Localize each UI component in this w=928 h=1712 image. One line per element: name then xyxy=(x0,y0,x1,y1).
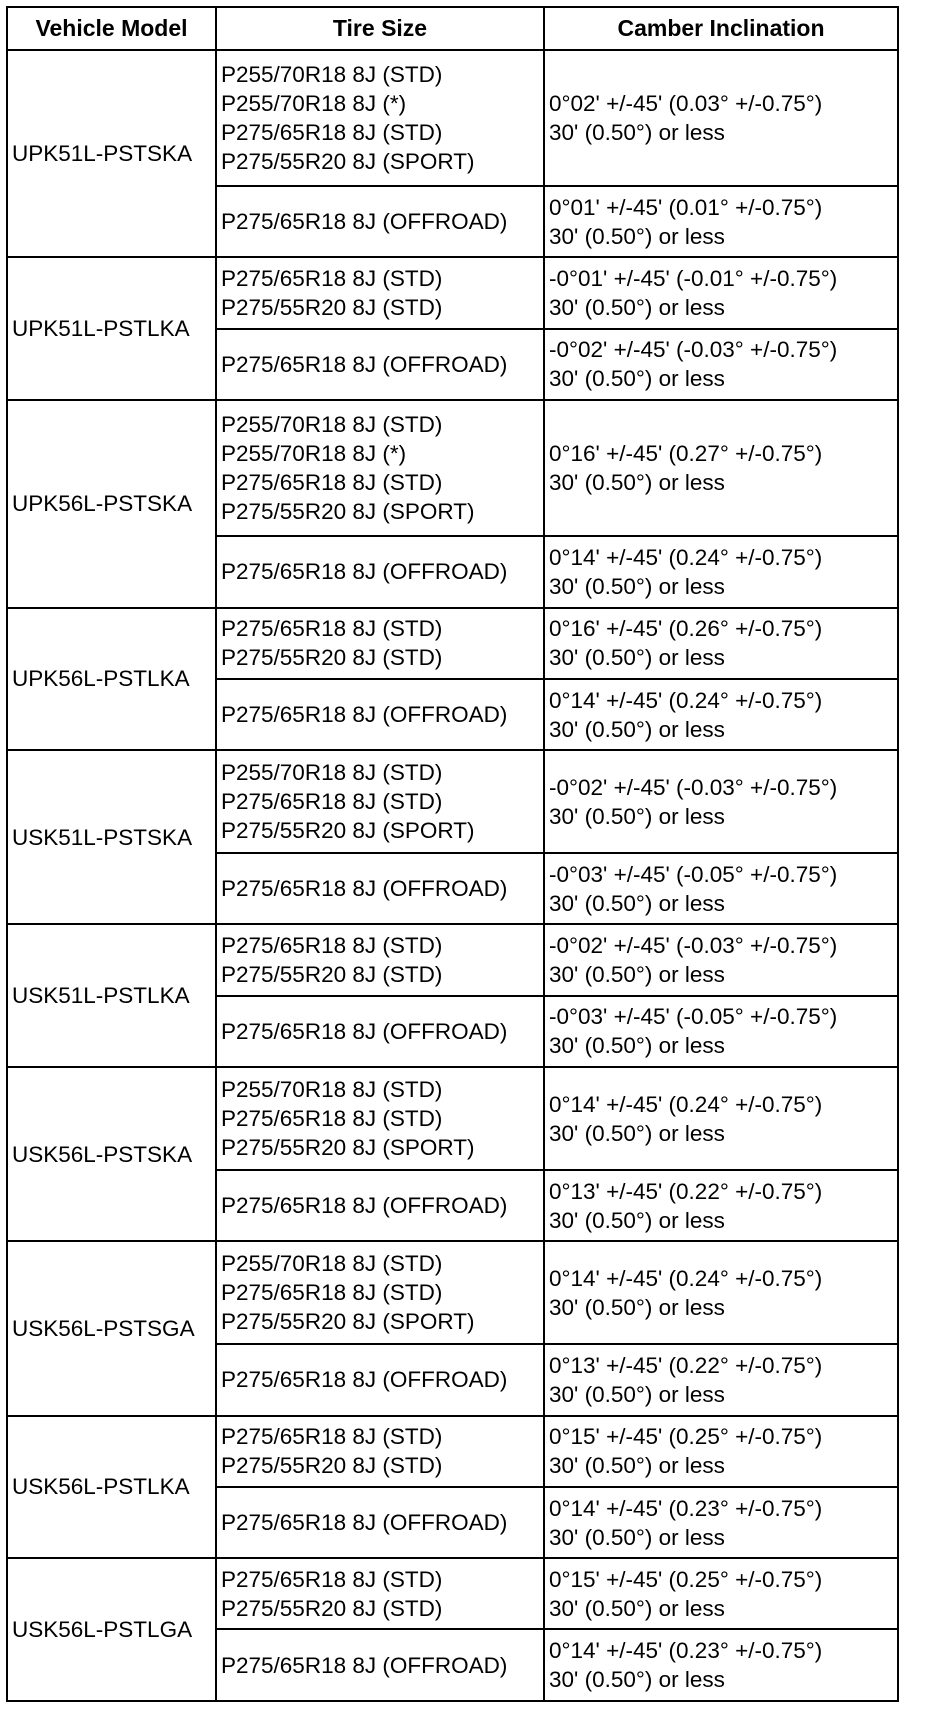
camber-limit: 30' (0.50°) or less xyxy=(549,573,725,599)
tire-size-line: P275/65R18 8J (OFFROAD) xyxy=(221,876,508,902)
camber-cell xyxy=(544,329,898,400)
tire-size-line: P275/65R18 8J (STD) xyxy=(221,789,443,815)
tire-size-line: P275/65R18 8J (OFFROAD) xyxy=(221,702,508,728)
camber-value: 0°16' +/-45' (0.27° +/-0.75°) xyxy=(549,441,823,467)
tire-size-cell xyxy=(216,1170,544,1241)
table-row xyxy=(7,924,898,995)
camber-cell xyxy=(544,750,898,853)
vehicle-model-cell: USK51L-PSTLKA xyxy=(7,924,216,1067)
tire-size-line: P275/55R20 8J (STD) xyxy=(221,962,443,988)
tire-size-line: P275/65R18 8J (STD) xyxy=(221,616,443,642)
header-row xyxy=(7,7,898,50)
table-row xyxy=(7,1241,898,1344)
camber-cell xyxy=(544,679,898,750)
camber-cell xyxy=(544,1416,898,1487)
camber-cell xyxy=(544,536,898,607)
tire-size-line: P275/65R18 8J (OFFROAD) xyxy=(221,1018,508,1044)
tire-size-line: P275/65R18 8J (STD) xyxy=(221,1566,443,1592)
tire-size-line: P275/65R18 8J (OFFROAD) xyxy=(221,1193,508,1219)
camber-value: 0°14' +/-45' (0.24° +/-0.75°) xyxy=(549,687,823,713)
tire-size-cell xyxy=(216,750,544,853)
camber-value: -0°01' +/-45' (-0.01° +/-0.75°) xyxy=(549,266,838,292)
vehicle-model-cell: UPK51L-PSTSKA xyxy=(7,50,216,257)
tire-size-line: P275/55R20 8J (STD) xyxy=(221,645,443,671)
camber-limit: 30' (0.50°) or less xyxy=(549,366,725,392)
camber-limit: 30' (0.50°) or less xyxy=(549,1453,725,1479)
tire-size-line: P275/55R20 8J (SPORT) xyxy=(221,499,475,525)
tire-size-line: P255/70R18 8J (*) xyxy=(221,441,407,467)
header-camber-inclination: Camber Inclination xyxy=(544,7,898,50)
camber-cell xyxy=(544,1344,898,1415)
camber-value: -0°02' +/-45' (-0.03° +/-0.75°) xyxy=(549,774,838,800)
tire-size-line: P255/70R18 8J (STD) xyxy=(221,412,443,438)
tire-size-line: P275/65R18 8J (OFFROAD) xyxy=(221,559,508,585)
camber-limit: 30' (0.50°) or less xyxy=(549,295,725,321)
camber-cell xyxy=(544,50,898,186)
tire-size-line: P255/70R18 8J (STD) xyxy=(221,1251,443,1277)
tire-size-line: P275/55R20 8J (STD) xyxy=(221,1595,443,1621)
tire-size-cell xyxy=(216,608,544,679)
camber-cell xyxy=(544,400,898,536)
tire-size-line: P275/65R18 8J (OFFROAD) xyxy=(221,1367,508,1393)
tire-size-cell xyxy=(216,996,544,1067)
tire-size-line: P275/55R20 8J (SPORT) xyxy=(221,818,475,844)
tire-size-line: P275/55R20 8J (STD) xyxy=(221,1453,443,1479)
tire-size-line: P275/65R18 8J (STD) xyxy=(221,266,443,292)
tire-size-line: P275/55R20 8J (SPORT) xyxy=(221,1309,475,1335)
camber-cell xyxy=(544,924,898,995)
tire-size-cell xyxy=(216,1487,544,1558)
camber-limit: 30' (0.50°) or less xyxy=(549,803,725,829)
camber-limit: 30' (0.50°) or less xyxy=(549,1595,725,1621)
vehicle-model-cell: UPK56L-PSTLKA xyxy=(7,608,216,751)
tire-size-line: P275/65R18 8J (OFFROAD) xyxy=(221,209,508,235)
tire-size-cell xyxy=(216,400,544,536)
vehicle-model-cell: UPK56L-PSTSKA xyxy=(7,400,216,607)
table-row xyxy=(7,257,898,328)
table-row xyxy=(7,750,898,853)
header-tire-size: Tire Size xyxy=(216,7,544,50)
tire-size-cell xyxy=(216,329,544,400)
camber-limit: 30' (0.50°) or less xyxy=(549,1120,725,1146)
camber-limit: 30' (0.50°) or less xyxy=(549,1667,725,1693)
camber-limit: 30' (0.50°) or less xyxy=(549,1381,725,1407)
camber-cell xyxy=(544,608,898,679)
camber-limit: 30' (0.50°) or less xyxy=(549,1207,725,1233)
table-row xyxy=(7,608,898,679)
camber-cell xyxy=(544,1487,898,1558)
tire-size-cell xyxy=(216,853,544,924)
camber-cell xyxy=(544,1170,898,1241)
tire-size-cell xyxy=(216,1241,544,1344)
tire-size-line: P275/65R18 8J (OFFROAD) xyxy=(221,1652,508,1678)
camber-value: 0°02' +/-45' (0.03° +/-0.75°) xyxy=(549,91,823,117)
tire-size-cell xyxy=(216,50,544,186)
tire-size-cell xyxy=(216,1344,544,1415)
tire-size-line: P275/55R20 8J (SPORT) xyxy=(221,149,475,175)
vehicle-model-cell: USK56L-PSTSGA xyxy=(7,1241,216,1415)
camber-limit: 30' (0.50°) or less xyxy=(549,1524,725,1550)
vehicle-model-cell: USK56L-PSTLGA xyxy=(7,1558,216,1701)
camber-value: 0°14' +/-45' (0.24° +/-0.75°) xyxy=(549,544,823,570)
tire-size-cell xyxy=(216,924,544,995)
camber-cell xyxy=(544,257,898,328)
tire-size-cell xyxy=(216,1558,544,1629)
camber-limit: 30' (0.50°) or less xyxy=(549,645,725,671)
tire-size-line: P275/65R18 8J (STD) xyxy=(221,470,443,496)
camber-cell xyxy=(544,1558,898,1629)
vehicle-model-cell: UPK51L-PSTLKA xyxy=(7,257,216,400)
tire-size-cell xyxy=(216,1416,544,1487)
camber-value: -0°02' +/-45' (-0.03° +/-0.75°) xyxy=(549,337,838,363)
tire-size-cell xyxy=(216,257,544,328)
vehicle-model-cell: USK56L-PSTSKA xyxy=(7,1067,216,1241)
camber-value: 0°14' +/-45' (0.23° +/-0.75°) xyxy=(549,1638,823,1664)
tire-size-line: P275/65R18 8J (STD) xyxy=(221,933,443,959)
camber-value: 0°01' +/-45' (0.01° +/-0.75°) xyxy=(549,194,823,220)
camber-limit: 30' (0.50°) or less xyxy=(549,1294,725,1320)
tire-size-cell xyxy=(216,1067,544,1170)
table-row xyxy=(7,1067,898,1170)
camber-cell xyxy=(544,1629,898,1701)
tire-size-cell xyxy=(216,186,544,257)
table-row xyxy=(7,1558,898,1629)
tire-size-cell xyxy=(216,1629,544,1701)
camber-value: -0°02' +/-45' (-0.03° +/-0.75°) xyxy=(549,933,838,959)
camber-value: 0°14' +/-45' (0.23° +/-0.75°) xyxy=(549,1495,823,1521)
camber-value: 0°16' +/-45' (0.26° +/-0.75°) xyxy=(549,616,823,642)
tire-size-line: P275/65R18 8J (STD) xyxy=(221,120,443,146)
tire-size-line: P255/70R18 8J (STD) xyxy=(221,1077,443,1103)
camber-cell xyxy=(544,1241,898,1344)
tire-size-line: P275/65R18 8J (OFFROAD) xyxy=(221,351,508,377)
tire-size-line: P255/70R18 8J (*) xyxy=(221,91,407,117)
table-row xyxy=(7,50,898,186)
camber-limit: 30' (0.50°) or less xyxy=(549,890,725,916)
camber-value: 0°13' +/-45' (0.22° +/-0.75°) xyxy=(549,1178,823,1204)
tire-size-cell xyxy=(216,536,544,607)
camber-value: 0°14' +/-45' (0.24° +/-0.75°) xyxy=(549,1265,823,1291)
camber-limit: 30' (0.50°) or less xyxy=(549,470,725,496)
header-vehicle-model: Vehicle Model xyxy=(7,7,216,50)
camber-cell xyxy=(544,853,898,924)
camber-cell xyxy=(544,186,898,257)
vehicle-model-cell: USK51L-PSTSKA xyxy=(7,750,216,924)
tire-size-line: P275/65R18 8J (STD) xyxy=(221,1280,443,1306)
table-body xyxy=(7,50,898,1701)
camber-limit: 30' (0.50°) or less xyxy=(549,716,725,742)
camber-cell xyxy=(544,996,898,1067)
tire-size-line: P275/65R18 8J (STD) xyxy=(221,1106,443,1132)
camber-limit: 30' (0.50°) or less xyxy=(549,962,725,988)
tire-size-cell xyxy=(216,679,544,750)
tire-size-line: P275/65R18 8J (OFFROAD) xyxy=(221,1510,508,1536)
camber-spec-table xyxy=(6,6,899,1702)
tire-size-line: P275/65R18 8J (STD) xyxy=(221,1424,443,1450)
table-row xyxy=(7,1416,898,1487)
tire-size-line: P255/70R18 8J (STD) xyxy=(221,62,443,88)
camber-value: 0°14' +/-45' (0.24° +/-0.75°) xyxy=(549,1091,823,1117)
camber-value: -0°03' +/-45' (-0.05° +/-0.75°) xyxy=(549,1004,838,1030)
tire-size-line: P275/55R20 8J (STD) xyxy=(221,295,443,321)
vehicle-model-cell: USK56L-PSTLKA xyxy=(7,1416,216,1559)
camber-value: 0°15' +/-45' (0.25° +/-0.75°) xyxy=(549,1566,823,1592)
camber-value: 0°15' +/-45' (0.25° +/-0.75°) xyxy=(549,1424,823,1450)
camber-value: -0°03' +/-45' (-0.05° +/-0.75°) xyxy=(549,861,838,887)
table-row xyxy=(7,400,898,536)
tire-size-line: P275/55R20 8J (SPORT) xyxy=(221,1135,475,1161)
camber-cell xyxy=(544,1067,898,1170)
camber-value: 0°13' +/-45' (0.22° +/-0.75°) xyxy=(549,1352,823,1378)
camber-limit: 30' (0.50°) or less xyxy=(549,120,725,146)
camber-limit: 30' (0.50°) or less xyxy=(549,223,725,249)
camber-limit: 30' (0.50°) or less xyxy=(549,1033,725,1059)
tire-size-line: P255/70R18 8J (STD) xyxy=(221,760,443,786)
